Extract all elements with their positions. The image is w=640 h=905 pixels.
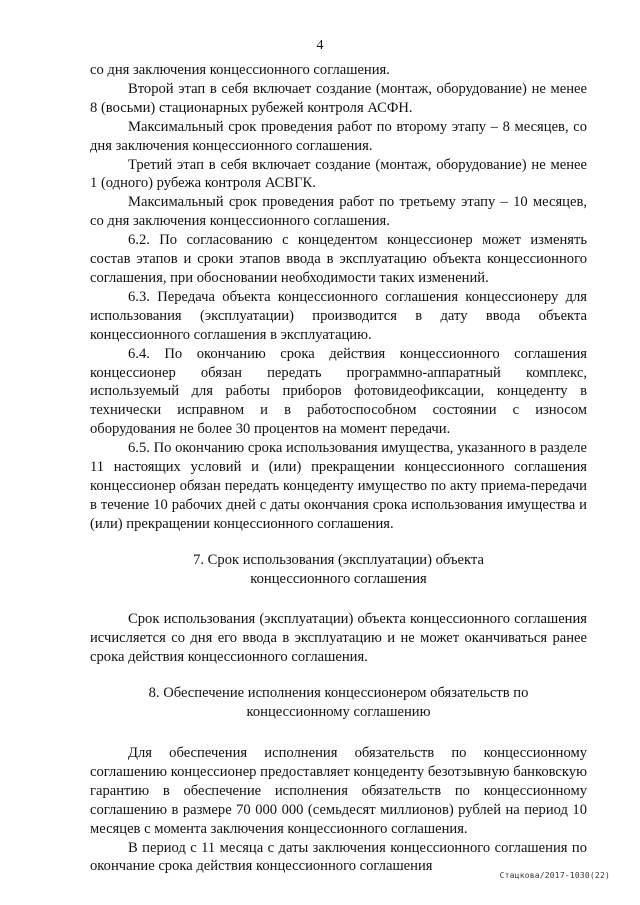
section-title-line: 7. Срок использования (эксплуатации) объекта bbox=[193, 551, 484, 568]
spacer bbox=[90, 534, 587, 551]
paragraph: Для обеспечения исполнения обязательств по концессионному соглашению концессионер предоставляет концеденту безотзывную банковскую гарантию в обеспечение исполнения обязательств по концессионному соглашению в размере 70 000 000 (семьдесят миллионов) рублей на период 10 месяцев с момента заключения концессионного соглашения. bbox=[90, 745, 587, 837]
section-7-title bbox=[90, 551, 587, 589]
document-body bbox=[90, 61, 587, 876]
paragraph: Второй этап в себя включает создание (монтаж, оборудование) не менее 8 (восьми) стационарных рубежей контроля АСФН. bbox=[90, 80, 587, 116]
spacer bbox=[90, 722, 587, 744]
section-8-title bbox=[90, 684, 587, 722]
paragraph: 6.3. Передача объекта концессионного соглашения концессионеру для использования (эксплуатации) производится в дату ввода объекта концессионного соглашения в эксплуатацию. bbox=[90, 288, 587, 343]
spacer bbox=[90, 588, 587, 610]
document-code: Стацкова/2017-1030(22) bbox=[499, 871, 610, 880]
spacer bbox=[90, 667, 587, 684]
paragraph: Срок использования (эксплуатации) объекта концессионного соглашения исчисляется со дня его ввода в эксплуатацию и не может оканчиваться ранее срока действия концессионного соглашения. bbox=[90, 611, 587, 666]
paragraph: Третий этап в себя включает создание (монтаж, оборудование) не менее 1 (одного) рубежа контроля АСВГК. bbox=[90, 156, 587, 192]
paragraph: Максимальный срок проведения работ по третьему этапу – 10 месяцев, со дня заключения концессионного соглашения. bbox=[90, 194, 587, 230]
paragraph: 6.5. По окончанию срока использования имущества, указанного в разделе 11 настоящих условий и (или) прекращении концессионного соглашения концессионер обязан передать концеденту имущество по акту приема-передачи в течение 10 рабочих дней с даты окончания срока использования имущества и (или) прекращении концессионного соглашения. bbox=[90, 440, 587, 532]
section-title-line: 8. Обеспечение исполнения концессионером обязательств по bbox=[148, 685, 529, 702]
paragraph: Максимальный срок проведения работ по второму этапу – 8 месяцев, со дня заключения концессионного соглашения. bbox=[90, 118, 587, 154]
paragraph: со дня заключения концессионного соглашения. bbox=[90, 62, 390, 78]
paragraph: 6.2. По согласованию с концедентом концессионер может изменять состав этапов и сроки этапов ввода в эксплуатацию объекта концессионного соглашения, при обосновании необходимости таких изменений. bbox=[90, 232, 587, 286]
paragraph: 6.4. По окончанию срока действия концессионного соглашения концессионер обязан передать программно-аппаратный комплекс, используемый для работы приборов фотовидеофиксации, концеденту в технически исправном и в работоспособном состоянии с износом оборудования не более 30 процентов на момент передачи. bbox=[90, 345, 587, 438]
paragraph: В период с 11 месяца с даты заключения концессионного соглашения по окончание срока действия концессионного соглашения bbox=[90, 839, 587, 875]
section-title-line: концессионного соглашения bbox=[250, 570, 427, 587]
section-title-line: концессионному соглашению bbox=[246, 704, 431, 721]
page-number: 4 bbox=[316, 38, 324, 53]
